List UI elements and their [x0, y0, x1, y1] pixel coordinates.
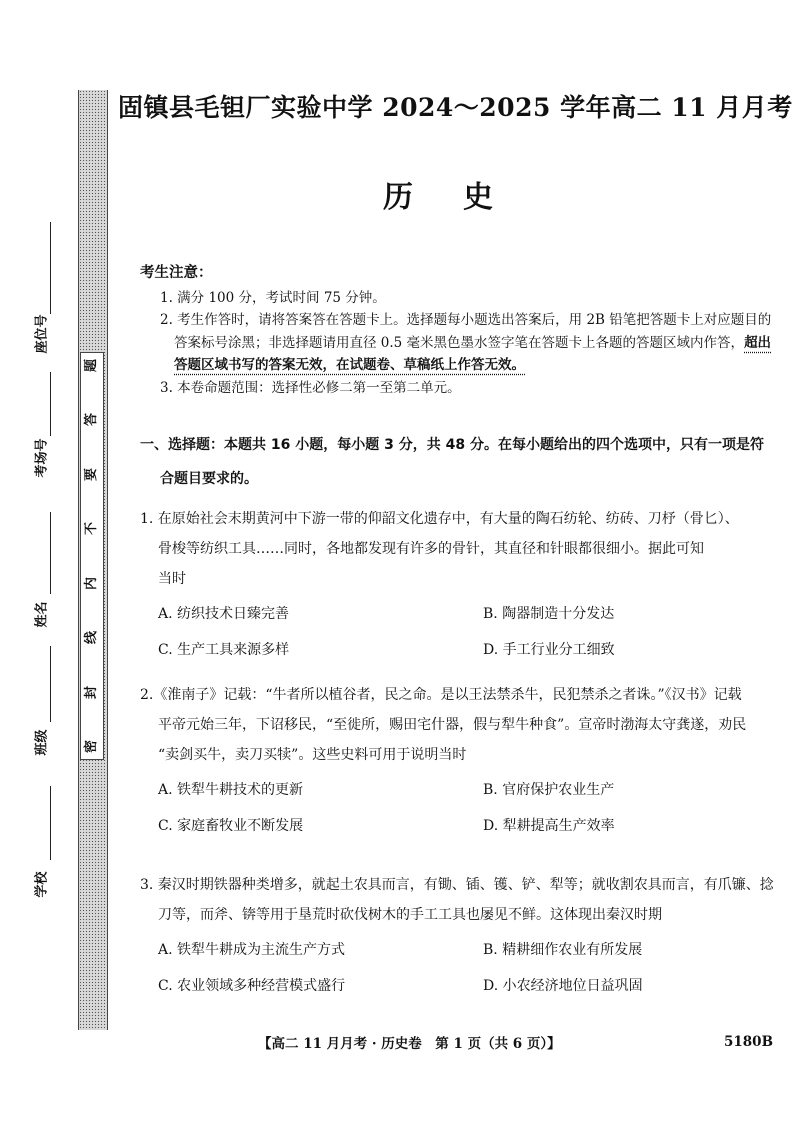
class-line	[50, 646, 51, 722]
question-text: 刀等，而斧、锛等用于垦荒时砍伐树木的手工工具也屡见不鲜。这体现出秦汉时期	[158, 907, 662, 923]
notice-item	[160, 309, 780, 377]
exam-title: 固镇县毛钽厂实验中学 2024～2025 学年高二 11 月月考	[118, 93, 793, 122]
school-field[interactable]	[28, 786, 51, 897]
question-1	[140, 504, 790, 668]
question-text: 当时	[158, 571, 186, 587]
question-stem: 2.《淮南子》记载：“牛者所以植谷者，民之命。是以王法禁杀牛，民犯禁杀之者诛。”《汉书》记载	[140, 687, 742, 703]
section-heading	[140, 428, 780, 496]
binding-char: 题	[84, 358, 100, 373]
option-d[interactable]: D. 小农经济地位日益巩固	[483, 978, 643, 994]
name-line	[50, 512, 51, 594]
name-label: 姓名	[34, 601, 49, 628]
binding-char: 不	[84, 522, 100, 536]
school-label: 学校	[34, 871, 49, 898]
question-text: 骨梭等纺织工具……同时，各地都发现有许多的骨针，其直径和针眼都很细小。据此可知	[158, 541, 704, 557]
binding-char: 要	[84, 467, 100, 481]
option-list	[158, 772, 790, 844]
option-b[interactable]: B. 精耕细作农业有所发展	[483, 942, 643, 958]
notice-item: 3. 本卷命题范围：选择性必修二第一至第二单元。	[160, 379, 461, 396]
class-label: 班级	[34, 729, 49, 756]
binding-char: 线	[84, 631, 100, 645]
option-d[interactable]: D. 手工行业分工细致	[483, 642, 615, 658]
notice-item: 1. 满分 100 分，考试时间 75 分钟。	[160, 289, 386, 306]
option-a[interactable]: A. 铁犁牛耕技术的更新	[158, 782, 304, 798]
seat-number-label: 座位号	[34, 314, 49, 354]
option-a[interactable]: A. 纺织技术日臻完善	[158, 606, 290, 622]
question-stem: 3. 秦汉时期铁器种类增多，就起土农具而言，有锄、锸、镬、铲、犁等；就收割农具而言，有爪镰、捻	[140, 877, 774, 893]
page-footer: 【高二 11 月月考 · 历史卷 第 1 页（共 6 页）】	[258, 1036, 561, 1052]
binding-warning	[80, 352, 104, 760]
notice-item-text: 2. 考生作答时，请将答案答在答题卡上。选择题每小题选出答案后，用 2B 铅笔把答题卡上对应题目的答案标号涂黑；非选择题请用直径 0.5 毫米黑色墨水签字笔在答题卡上各题的答题区域内作答，	[160, 312, 772, 351]
paper-code: 5180B	[724, 1034, 773, 1050]
notice-title: 考生注意：	[140, 265, 213, 281]
binding-char: 答	[84, 413, 100, 427]
binding-char: 封	[84, 685, 100, 699]
school-line	[50, 786, 51, 860]
subject-title: 历史	[383, 180, 543, 215]
question-3	[140, 870, 790, 1004]
option-list	[158, 596, 790, 668]
option-b[interactable]: B. 陶器制造十分发达	[483, 606, 615, 622]
seat-number-line	[50, 222, 51, 314]
section-heading-line: 合题目要求的。	[160, 471, 258, 487]
option-a[interactable]: A. 铁犁牛耕成为主流生产方式	[158, 942, 346, 958]
exam-room-line	[50, 372, 51, 436]
option-list	[158, 932, 790, 1004]
seat-number-field[interactable]	[28, 222, 51, 353]
option-b[interactable]: B. 官府保护农业生产	[483, 782, 615, 798]
binding-char: 密	[84, 739, 100, 753]
class-field[interactable]	[28, 646, 51, 755]
binding-char: 内	[84, 576, 100, 590]
option-d[interactable]: D. 犁耕提高生产效率	[483, 818, 615, 834]
name-field[interactable]	[28, 512, 51, 627]
notice-emphasis: 超出答题区域书写的答案无效，在试题卷、草稿纸上作答无效。	[174, 334, 772, 373]
option-c[interactable]: C. 农业领域多种经营模式盛行	[158, 978, 346, 994]
exam-room-label: 考场号	[34, 438, 49, 478]
exam-room-field[interactable]	[28, 372, 51, 477]
question-stem: 1. 在原始社会末期黄河中下游一带的仰韶文化遗存中，有大量的陶石纺轮、纺砖、刀杼（骨匕）、	[140, 511, 739, 527]
question-text: “卖剑买牛，卖刀买犊”。这些史料可用于说明当时	[158, 747, 467, 763]
exam-notice	[140, 262, 780, 399]
question-text: 平帝元始三年，下诏移民，“至徙所，赐田宅什器，假与犁牛种食”。宣帝时渤海太守龚遂，劝民	[158, 717, 747, 733]
option-c[interactable]: C. 家庭畜牧业不断发展	[158, 818, 304, 834]
section-heading-line: 一、选择题：本题共 16 小题，每小题 3 分，共 48 分。在每小题给出的四个选项中，只有一项是符	[140, 437, 764, 453]
question-2	[140, 680, 790, 844]
option-c[interactable]: C. 生产工具来源多样	[158, 642, 290, 658]
